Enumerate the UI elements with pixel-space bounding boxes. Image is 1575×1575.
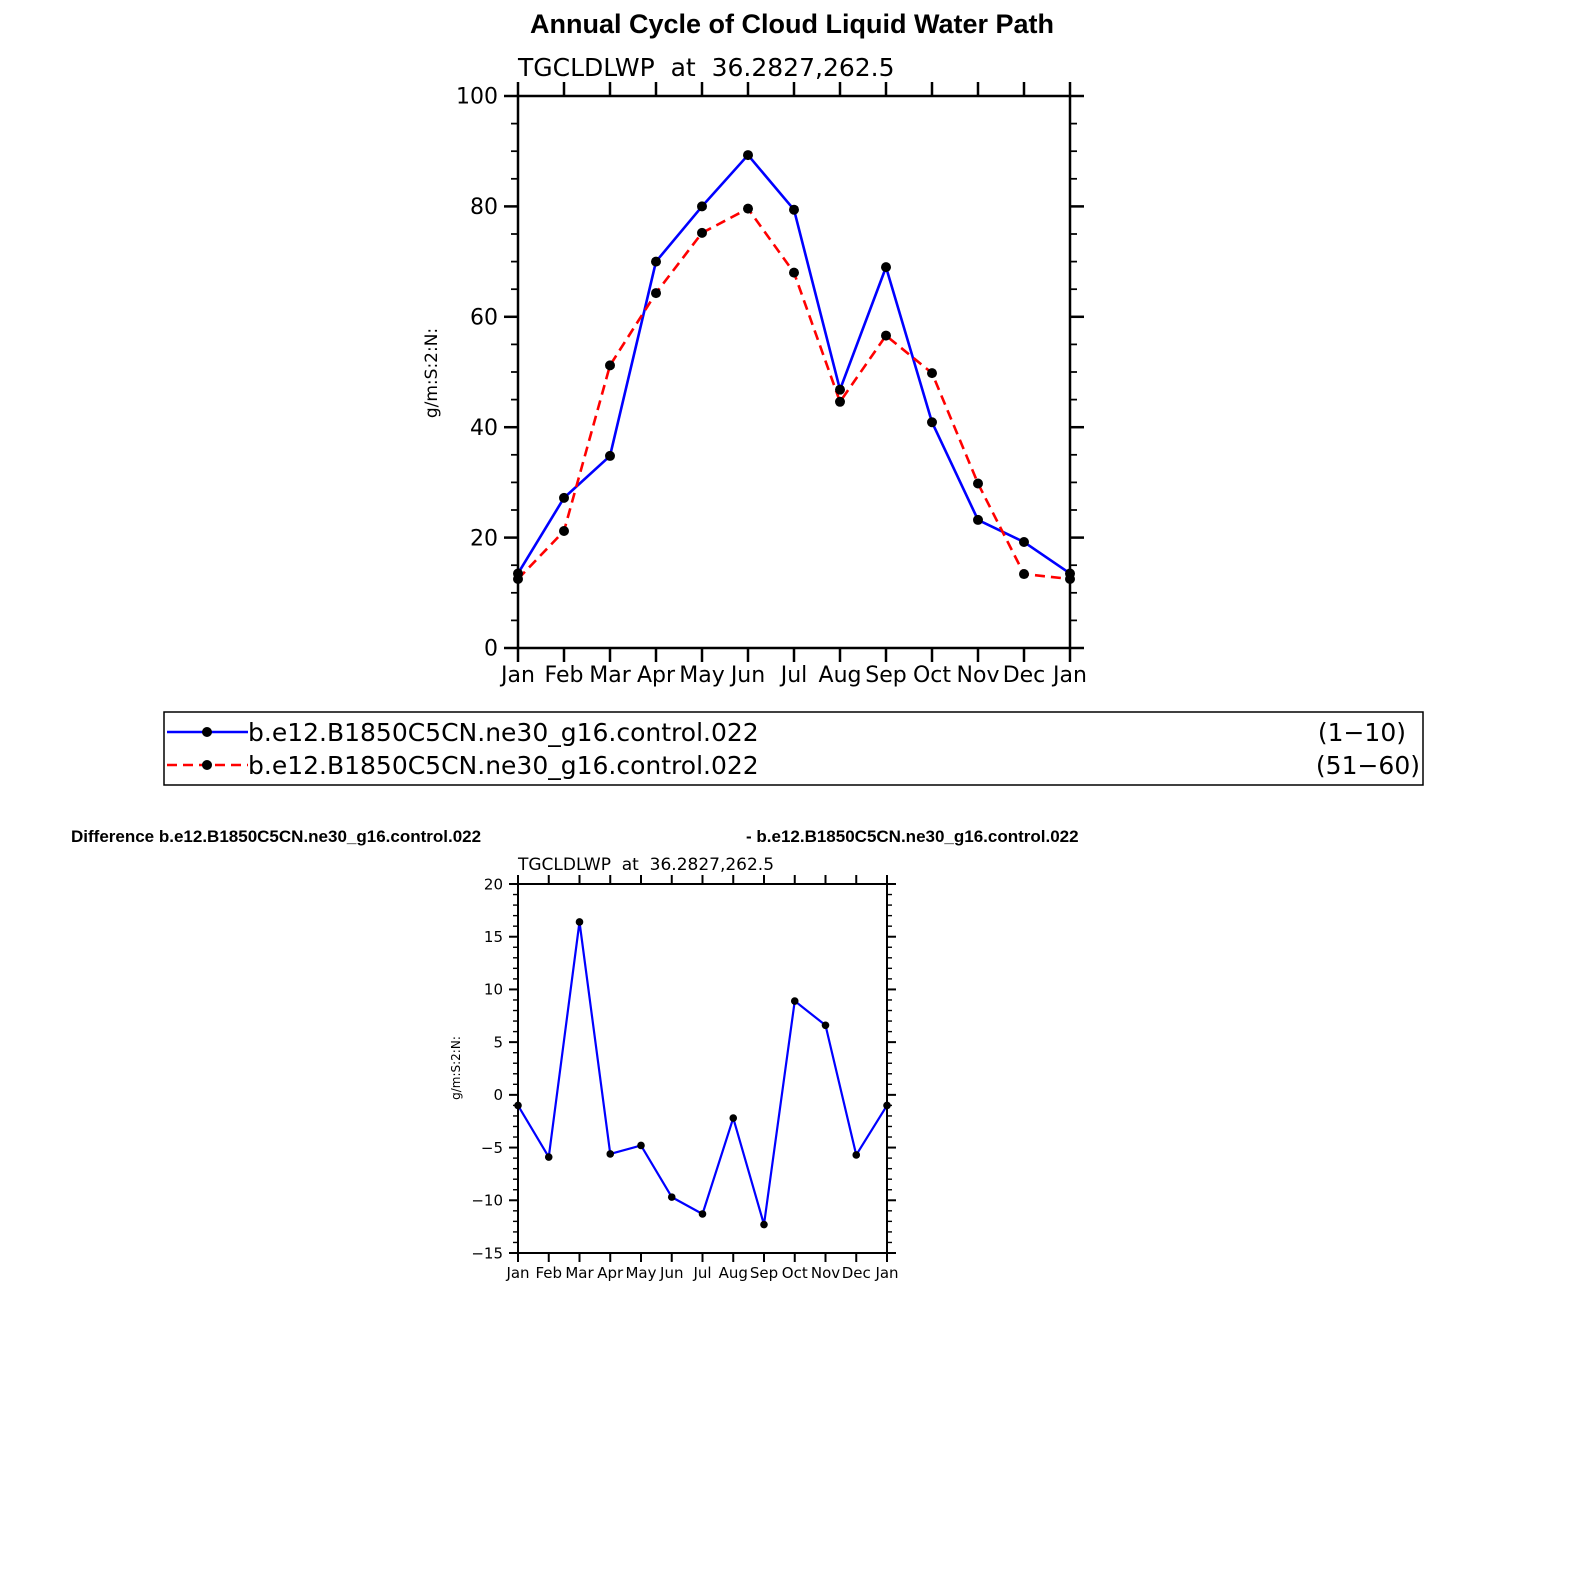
series-1-point <box>576 918 584 926</box>
series-1-point <box>651 257 661 267</box>
top-chart-frame <box>518 96 1070 648</box>
y-tick-label: 15 <box>483 927 503 946</box>
x-tick-label: Jun <box>660 1264 684 1282</box>
legend-range-2: (51−60) <box>1315 751 1420 780</box>
difference-heading-right: - b.e12.B1850C5CN.ne30_g16.control.022 <box>746 827 1079 846</box>
legend-marker-2 <box>202 760 212 770</box>
x-tick-label: Aug <box>818 663 862 688</box>
top-chart-ticks <box>504 82 1084 662</box>
series-2-point <box>927 368 937 378</box>
legend-range-1: (1−10) <box>1317 718 1406 747</box>
top-chart-ylabel: g/m:S:2:N: <box>422 327 442 419</box>
x-tick-label: May <box>625 1264 657 1282</box>
series-2-point <box>697 228 707 238</box>
x-tick-label: Oct <box>781 1264 808 1282</box>
series-1-point <box>729 1114 737 1122</box>
difference-heading-left: Difference b.e12.B1850C5CN.ne30_g16.control.022 <box>71 827 482 846</box>
x-tick-label: Jan <box>1053 663 1087 688</box>
series-1-point <box>699 1210 707 1218</box>
x-tick-label: Jan <box>506 1264 530 1282</box>
series-1-point <box>606 1150 614 1158</box>
series-1-point <box>881 262 891 272</box>
legend-marker-1 <box>202 727 212 737</box>
difference-chart-tick-labels <box>471 875 898 1282</box>
series-1-point <box>927 417 937 427</box>
x-tick-label: Nov <box>810 1264 841 1282</box>
y-tick-label: −15 <box>471 1244 503 1263</box>
series-1-point <box>789 205 799 215</box>
top-chart-subtitle: TGCLDLWP at 36.2827,262.5 <box>518 53 895 82</box>
x-tick-label: Mar <box>589 663 631 688</box>
series-2-point <box>651 288 661 298</box>
series-2-point <box>789 268 799 278</box>
x-tick-label: Dec <box>1002 663 1046 688</box>
x-tick-label: Apr <box>636 663 676 688</box>
x-tick-label: Sep <box>749 1264 779 1282</box>
series-1-point <box>514 1102 522 1110</box>
x-tick-label: Jan <box>501 663 535 688</box>
legend-entry-2 <box>167 751 1420 780</box>
series-1-point <box>545 1153 553 1161</box>
y-tick-label: 60 <box>470 305 498 331</box>
difference-chart-points <box>514 918 891 1228</box>
y-tick-label: 40 <box>470 415 498 441</box>
series-1-point <box>637 1142 645 1150</box>
x-tick-label: May <box>679 663 725 688</box>
x-tick-label: Mar <box>565 1264 594 1282</box>
legend-entry-1 <box>167 718 1406 747</box>
x-tick-label: Jul <box>780 663 808 688</box>
page-title: Annual Cycle of Cloud Liquid Water Path <box>529 9 1055 39</box>
x-tick-label: Apr <box>597 1264 624 1282</box>
legend <box>164 712 1423 785</box>
series-1-point <box>852 1151 860 1159</box>
x-tick-label: Oct <box>912 663 952 688</box>
y-tick-label: 80 <box>470 195 498 221</box>
series-1-point <box>1019 537 1029 547</box>
legend-label-1: b.e12.B1850C5CN.ne30_g16.control.022 <box>248 718 759 747</box>
difference-chart-ylabel: g/m:S:2:N: <box>449 1036 463 1100</box>
y-tick-label: 0 <box>484 636 498 662</box>
series-2-point <box>513 574 523 584</box>
series-1-point <box>743 150 753 160</box>
series-2-point <box>973 479 983 489</box>
x-tick-label: Feb <box>535 1264 563 1282</box>
x-tick-label: Sep <box>865 663 907 688</box>
series-1-point <box>822 1021 830 1029</box>
y-tick-label: 0 <box>493 1086 503 1105</box>
series-1-point <box>697 201 707 211</box>
series-1-point <box>760 1221 768 1229</box>
top-chart-lines <box>518 155 1070 579</box>
series-1-point <box>883 1102 891 1110</box>
series-1-point <box>668 1193 676 1201</box>
difference-chart-lines <box>518 922 887 1225</box>
difference-chart-frame <box>518 884 887 1253</box>
difference-chart-subtitle: TGCLDLWP at 36.2827,262.5 <box>518 855 775 875</box>
y-tick-label: 20 <box>470 526 498 552</box>
series-1-point <box>791 997 799 1005</box>
x-tick-label: Aug <box>718 1264 748 1282</box>
difference-chart <box>449 855 899 1282</box>
x-tick-label: Jul <box>693 1264 712 1282</box>
top-chart <box>422 53 1087 688</box>
top-chart-tick-labels <box>456 85 1087 688</box>
series-2-point <box>881 331 891 341</box>
series-line-1 <box>518 922 887 1225</box>
x-tick-label: Jan <box>875 1264 899 1282</box>
y-tick-label: 20 <box>483 875 503 894</box>
y-tick-label: −5 <box>480 1138 503 1157</box>
series-2-point <box>743 204 753 214</box>
series-1-point <box>559 493 569 503</box>
series-1-point <box>973 515 983 525</box>
y-tick-label: 5 <box>493 1033 503 1052</box>
y-tick-label: 10 <box>483 980 503 999</box>
y-tick-label: −10 <box>471 1191 503 1210</box>
series-2-point <box>835 397 845 407</box>
x-tick-label: Jun <box>730 663 766 688</box>
difference-chart-ticks <box>509 875 896 1262</box>
x-tick-label: Nov <box>956 663 1000 688</box>
top-chart-points <box>513 150 1075 584</box>
series-1-point <box>605 451 615 461</box>
y-tick-label: 100 <box>456 84 498 110</box>
series-2-point <box>605 360 615 370</box>
series-1-point <box>835 385 845 395</box>
series-line-1 <box>518 155 1070 573</box>
x-tick-label: Feb <box>544 663 584 688</box>
series-2-point <box>559 526 569 536</box>
series-2-point <box>1019 569 1029 579</box>
legend-label-2: b.e12.B1850C5CN.ne30_g16.control.022 <box>248 751 759 780</box>
x-tick-label: Dec <box>841 1264 871 1282</box>
series-2-point <box>1065 574 1075 584</box>
